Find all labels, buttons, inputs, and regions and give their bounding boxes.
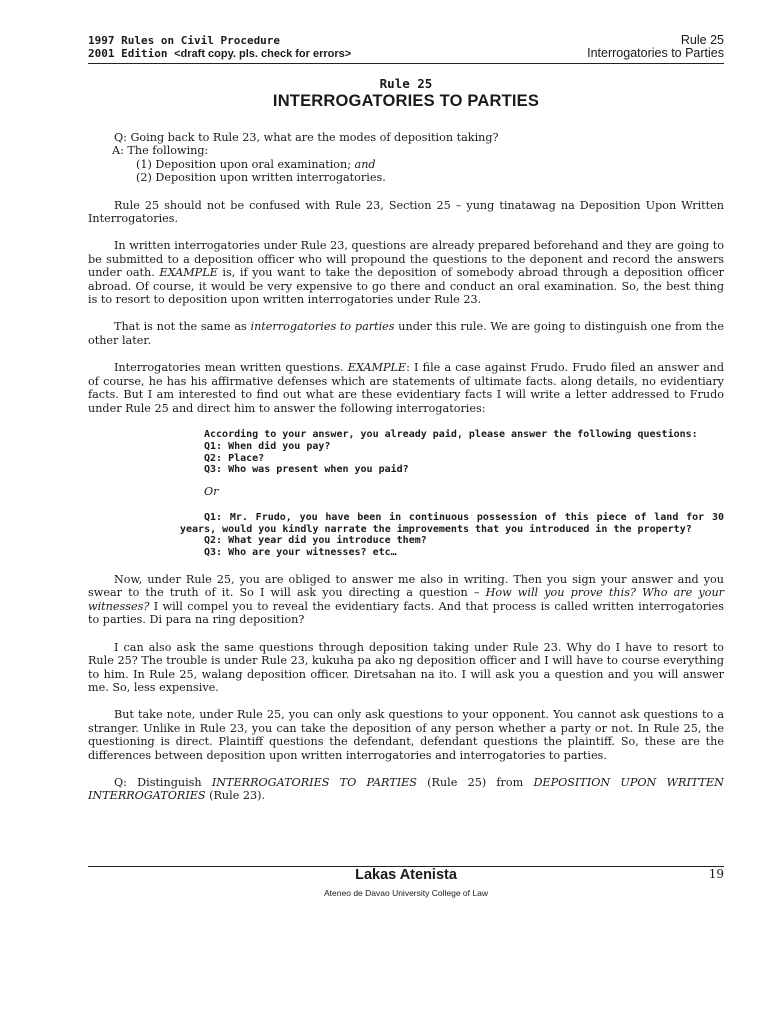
text: (Rule 23).	[205, 789, 266, 803]
footer-row	[88, 867, 724, 885]
interrogatory-question	[180, 512, 724, 536]
header-edition	[88, 47, 351, 61]
paragraph	[88, 573, 724, 627]
interrogatory-question: Q2: What year did you introduce them?	[204, 535, 427, 547]
emphasis: EXAMPLE	[347, 361, 407, 375]
header-right	[587, 34, 724, 61]
rule-number: Rule 25	[379, 76, 433, 91]
interrogatory-question: Q2: Place?	[204, 452, 265, 464]
paragraph: I can also ask the same questions through deposition taking under Rule 23. Why do I have to resort to Rule 25? The trouble is under Rule 23, kukuha pa ako ng deposition officer and I will have to course everything to him. In Rule 25, walang deposition officer. Diretsahan na ito. I will ask you a question and you will answer me. So, less expensive.	[88, 640, 724, 694]
text: That is not the same as	[114, 320, 251, 334]
interrogatory-question: Q3: Who was present when you paid?	[204, 464, 409, 476]
text: Interrogatories mean written questions.	[114, 361, 348, 375]
answer: A: The following:	[112, 144, 209, 158]
page-number: 19	[708, 867, 724, 881]
question: Q: Going back to Rule 23, what are the modes of deposition taking?	[114, 131, 499, 144]
list-item-conjunction: and	[354, 157, 376, 171]
header-left	[88, 34, 351, 61]
document-body	[88, 131, 724, 803]
text: In written interrogatories under Rule 23, questions are already prepared beforehand and they are going to be submitted to a deposition officer who will propound the questions to the deponent and record the answers under oath.	[88, 239, 724, 280]
interrogatory-question: Q3: Who are your witnesses? etc…	[204, 547, 397, 559]
document-page	[88, 34, 724, 817]
list-item	[88, 158, 724, 171]
text: According to your answer, you already paid, please answer the following questions:	[204, 428, 698, 440]
header-rule-number: Rule 25	[680, 33, 724, 47]
page-title: INTERROGATORIES TO PARTIES	[272, 92, 540, 110]
paragraph	[88, 239, 724, 306]
qa-modes-of-deposition	[88, 131, 724, 185]
paragraph: But take note, under Rule 25, you can only ask questions to your opponent. You cannot ask questions to a stranger. Unlike in Rule 23, you can take the deposition of any person whether a party or not. In Rule 25, the questioning is direct. Plaintiff questions the defendant, defendant questions the plaintiff. So, these are the differences between deposition upon written interrogatories and interrogatories to parties.	[88, 708, 724, 762]
header-edition-year: 2001 Edition	[88, 47, 168, 60]
header-draft-note: <draft copy. pls. check for errors>	[174, 48, 352, 60]
header-book-title: 1997 Rules on Civil Procedure	[88, 34, 281, 47]
footer-title: Lakas Atenista	[355, 867, 457, 883]
list-item-text: (1) Deposition upon oral examination;	[136, 157, 355, 171]
header-divider	[88, 63, 724, 64]
running-footer	[88, 866, 724, 898]
footer-subtitle: Ateneo de Davao University College of Law	[324, 888, 488, 898]
emphasis: interrogatories to parties	[250, 320, 395, 334]
text: : I file a case against Frudo. Frudo filed an answer and of course, he has his affirmative defenses which are statements of ultimate facts. along details, no evidentiary facts. But I am interested to find out what are these evidentiary facts I will write a letter addressed to Frudo under Rule 25 and direct him to answer the following interrogatories:	[88, 361, 724, 415]
text: under this rule. We are going to distinguish one from the other later.	[88, 320, 724, 347]
text: Q: Distinguish	[114, 775, 212, 789]
paragraph	[88, 776, 724, 803]
list-item: (2) Deposition upon written interrogatories.	[136, 171, 386, 185]
paragraph	[88, 320, 724, 347]
sample-interrogatories	[180, 429, 724, 559]
text: I will compel you to reveal the evidentiary facts. And that process is called written interrogatories to parties. Di para na ring deposition?	[88, 599, 724, 627]
interrogatory-intro	[180, 429, 724, 441]
text: Now, under Rule 25, you are obliged to answer me also in writing. Then you sign your answer and you swear to the truth of it. So I will ask you directing a question –	[88, 573, 724, 600]
emphasis: INTERROGATORIES TO PARTIES	[211, 775, 417, 789]
interrogatory-question: Q1: When did you pay?	[204, 440, 331, 452]
emphasis: How will you prove this? Who are your witnesses?	[88, 586, 724, 613]
header-rule-topic: Interrogatories to Parties	[587, 46, 724, 60]
text: (Rule 25) from	[416, 775, 534, 789]
text: Q1: Mr. Frudo, you have been in continuous possession of this piece of land for 30 years, would you kindly narrate the improvements that you introduced in the property?	[180, 511, 724, 535]
emphasis: DEPOSITION UPON WRITTEN INTERROGATORIES	[88, 775, 724, 803]
running-header	[88, 34, 724, 61]
alternative-separator: Or	[204, 485, 219, 499]
emphasis: EXAMPLE	[159, 266, 218, 280]
paragraph	[88, 361, 724, 415]
text: is, if you want to take the deposition of somebody abroad through a deposition officer abroad. Of course, it would be very expensive to go there and conduct an oral examination. So, the best thing is to resort to deposition upon written interrogatories under Rule 23.	[88, 266, 724, 307]
paragraph: Rule 25 should not be confused with Rule 23, Section 25 – yung tinatawag na Deposition Upon Written Interrogatories.	[88, 198, 724, 226]
